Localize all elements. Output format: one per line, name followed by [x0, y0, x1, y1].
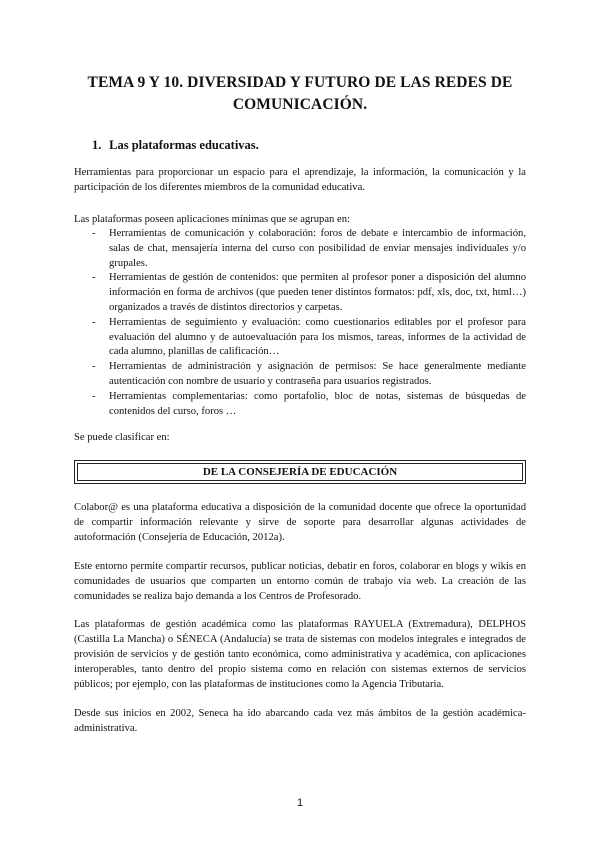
paragraph-colabora: [74, 500, 526, 545]
tools-list: [74, 227, 526, 419]
paragraph-gestion: [74, 617, 526, 692]
dash-bullet: -: [92, 272, 96, 284]
paragraph-entorno: [74, 559, 526, 604]
list-item-text: Herramientas de gestión de contenidos: que permiten al profesor poner a disposición del alumno información en forma de archivos (que pueden tener distintos formatos: pdf, xls, doc, txt, html…) organizados a través de distintos directorios y carpetas.: [109, 272, 526, 313]
paragraph-seneca: [74, 706, 526, 736]
paragraph-text: Colabor@ es una plataforma educativa a disposición de la comunidad docente que ofrece la oportunidad de compartir información relevante y sirve de soporte para desarrollar algunas actividades de autoformación (Consejería de Educación, 2012a).: [74, 502, 526, 543]
boxed-heading: DE LA CONSEJERÍA DE EDUCACIÓN: [74, 460, 526, 484]
classify-line: [74, 430, 526, 445]
section-title: Las plataformas educativas.: [109, 138, 259, 152]
page-number: 1: [296, 797, 304, 809]
list-item-text: Herramientas de seguimiento y evaluación: como cuestionarios editables por el profesor para evaluación del alumno y de autoevaluación para los mismos, tareas, informes de la actividad de cada alumno, planillas de calificación…: [109, 316, 526, 358]
dash-bullet: -: [92, 390, 96, 402]
list-item: [74, 390, 526, 420]
list-item-text: Herramientas de comunicación y colaboración: foros de debate e intercambio de información, salas de chat, mensajería interna del curso con posibilidad de enviar mensajes individuales y/o grupales.: [109, 228, 526, 269]
dash-bullet: -: [92, 228, 96, 239]
list-item-text: Herramientas complementarias: como portafolio, bloc de notas, sistemas de búsquedas de contenidos del curso, foros …: [109, 390, 526, 417]
paragraph-text: Este entorno permite compartir recursos, publicar noticias, debatir en foros, colaborar en blogs y wikis en comunidades de usuarios que comparten un entorno común de trabajo vía web. La creación de las comunidades se realiza bajo demanda a los Centros de Profesorado.: [74, 561, 526, 602]
dash-bullet: -: [92, 316, 96, 328]
dash-bullet: -: [92, 361, 96, 373]
section-heading: [92, 138, 259, 153]
section-number: 1.: [92, 138, 102, 152]
intro-paragraph: [74, 165, 526, 195]
list-item-text: Herramientas de administración y asignación de permisos: Se hace generalmente mediante autenticación con nombre de usuario y contraseña para usuarios registrados.: [109, 361, 526, 387]
classify-text: Se puede clasificar en:: [74, 432, 170, 443]
list-item: [74, 316, 526, 360]
intro-text: Herramientas para proporcionar un espacio para el aprendizaje, la información, la comunicación y la participación de los diferentes miembros de la comunidad educativa.: [74, 167, 526, 193]
list-intro-text: Las plataformas poseen aplicaciones mínimas que se agrupan en:: [74, 214, 350, 225]
paragraph-text: Las plataformas de gestión académica como las plataformas RAYUELA (Extremadura), DELPHOS (Castilla La Mancha) o SÉNECA (Andalucía) se trata de sistemas con modelos integrales e integrados de provisión de servicios y de gestión tanto económica, como administrativa y académica, con aplicaciones interoperables, tanto dentro del propio sistema como en relación con sistemas externos de servicios públicos; por ejemplo, con las plataformas de instituciones como la Agencia Tributaria.: [74, 619, 526, 690]
list-item: [74, 271, 526, 315]
list-item: [74, 360, 526, 390]
list-intro: [74, 212, 526, 227]
page-title: TEMA 9 Y 10. DIVERSIDAD Y FUTURO DE LAS REDES DE COMUNICACIÓN.: [87, 74, 513, 113]
list-item: [74, 227, 526, 271]
paragraph-text: Desde sus inicios en 2002, Seneca ha ido abarcando cada vez más ámbitos de la gestión académica-administrativa.: [74, 708, 526, 734]
